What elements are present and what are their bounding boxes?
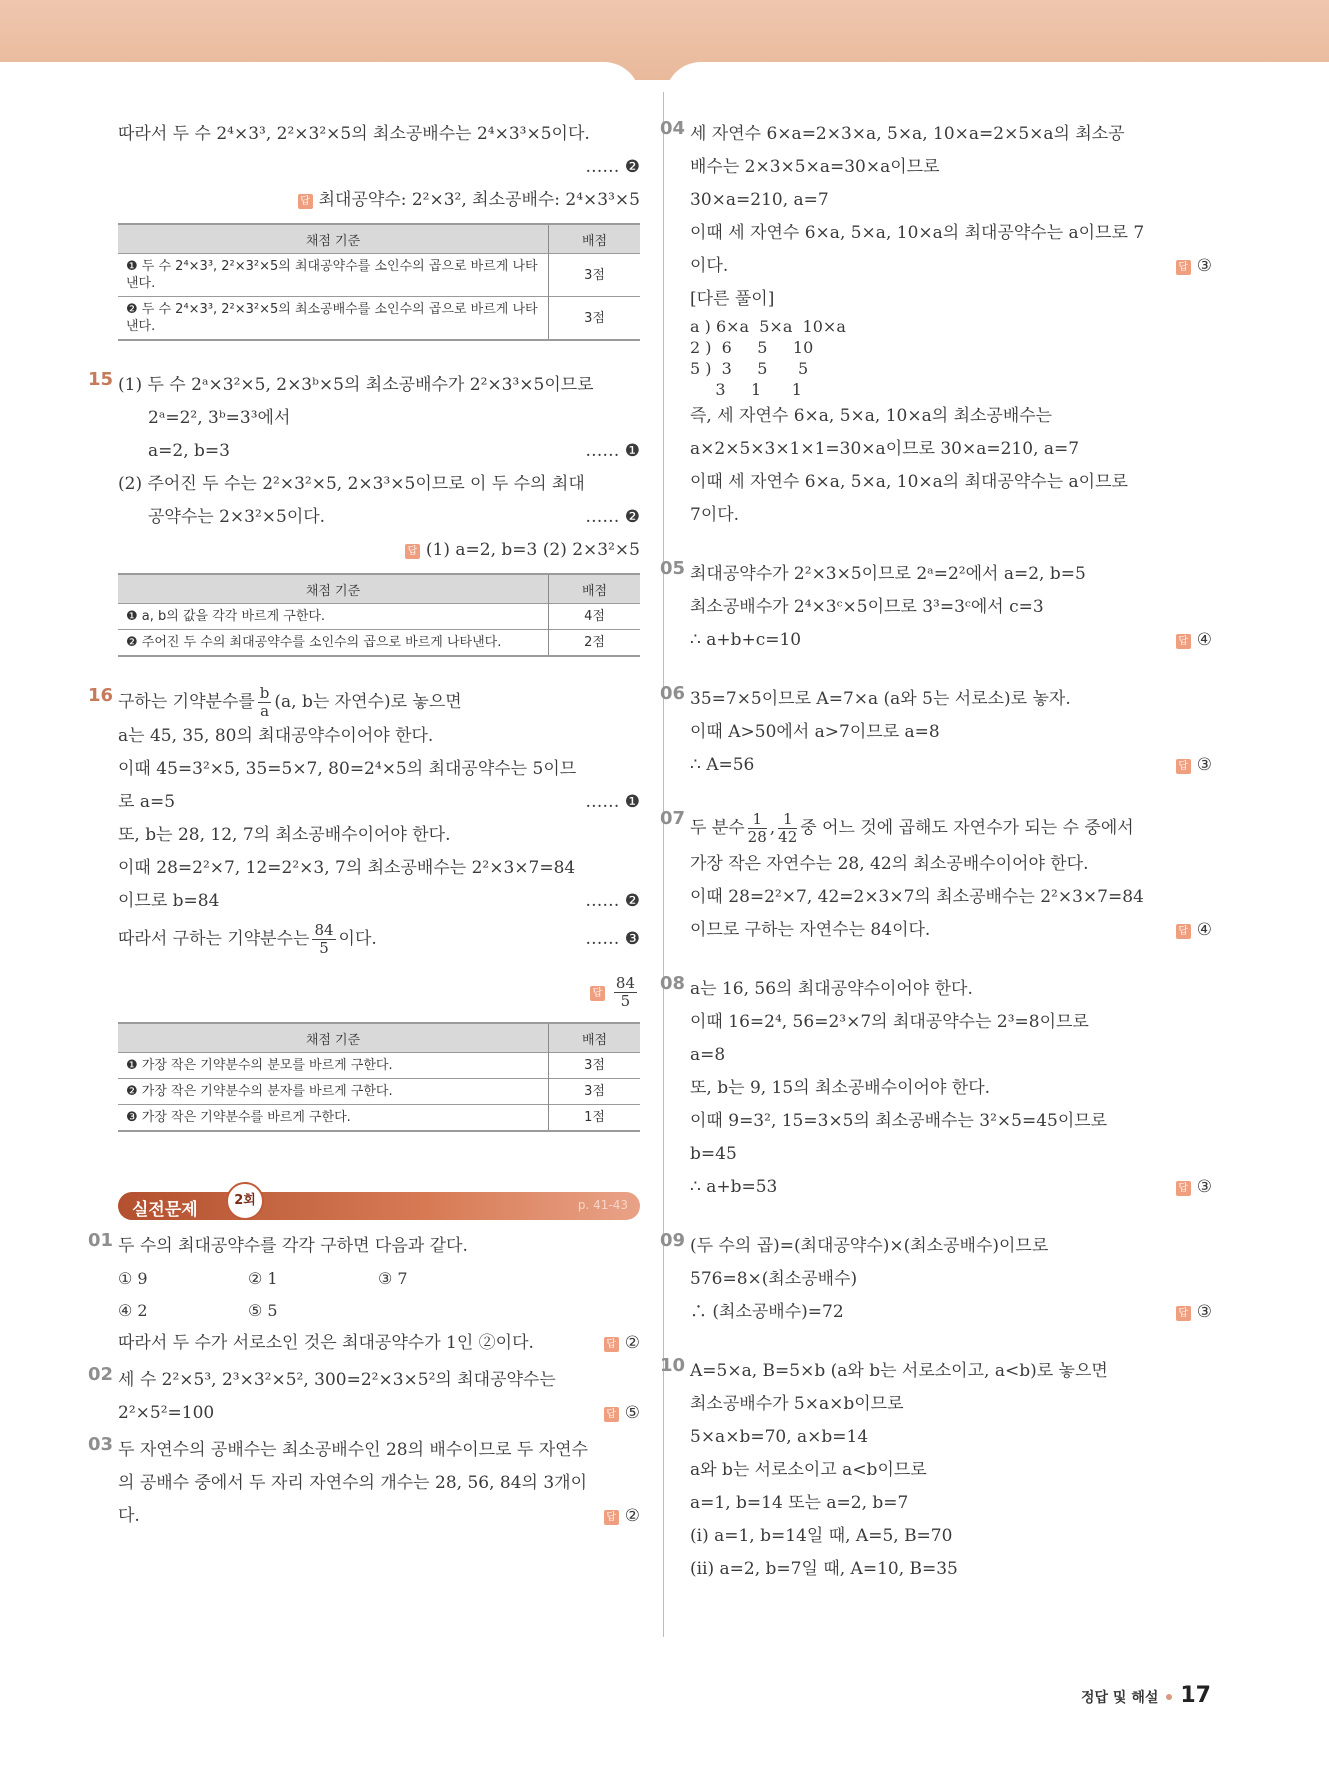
left-column [88, 118, 640, 1533]
question-16: 16 구하는 기약분수를 $\frac{b}{a}$ (a, b는 자연수)로 놓으면 a는 45, 35, 80의 최대공약수이어야 한다. 이때 45=3²×5, 35=5×7, 80=2⁴×5의 최대공약수는 5이므 로 a=5 …… ❶ 또, b는 28, 12, 7의 최소공배수이어야 한다. 이때 28=2²×7, 12=2²×3, 7의 최소공배수는 2²×3×7=84 이므로 b=84 …… ❷ 따라서 구하는 기약분수는 $\frac{84}{5}$ 이다. …… ❸ 답 $\frac{84}{5}$ [88, 684, 640, 1010]
scoring-table-3: 채점 기준 배점 ❶ 가장 작은 기약분수의 분모를 바르게 구한다. 3점 ❷ 가장 작은 기약분수의 분자를 바르게 구한다. 3점 ❸ 가장 작은 기약분수를 바르게 구한다. 1점 [118, 1022, 640, 1132]
question-02: 02 세 수 2²×5³, 2³×3²×5², 300=2²×3×5²의 최대공약수는 2²×5²=100 답 ⑤ [88, 1364, 640, 1423]
column-divider [663, 92, 664, 1637]
question-04: 04 세 자연수 6×a=2×3×a, 5×a, 10×a=2×5×a의 최소공 배수는 2×3×5×a=30×a이므로 30×a=210, a=7 이때 세 자연수 6×a, 5×a, 10×a의 최대공약수는 a이므로 7 이다. 답 ③ [다른 풀이] a ) 6×a 5×a 10×a 2 ) 6 5 10 5 ) 3 5 5 3 1 1 즉, 세 자연수 6×a, 5×a, 10×a의 최소공배수는 a×2×5×3×1×1=30×a이므로 30×a=210, a=7 이때 세 자연수 6×a, 5×a, 10×a의 최대공약수는 a이므로 7이다. [660, 118, 1212, 525]
table-row: ❶ 두 수 2⁴×3³, 2²×3²×5의 최대공약수를 소인수의 곱으로 바르게 나타낸다. 3점 [118, 254, 640, 297]
intro-mark: …… ❷ [585, 157, 640, 177]
question-06: 06 35=7×5이므로 A=7×a (a와 5는 서로소)로 놓자. 이때 A>50에서 a>7이므로 a=8 ∴ A=56 답 ③ [660, 683, 1212, 775]
scoring-table-2: 채점 기준 배점 ❶ a, b의 값을 각각 바르게 구한다. 4점 ❷ 주어진 두 수의 최대공약수를 소인수의 곱으로 바르게 나타낸다. 2점 [118, 573, 640, 657]
table-row: ❷ 주어진 두 수의 최대공약수를 소인수의 곱으로 바르게 나타낸다. 2점 [118, 630, 640, 657]
question-15: 15 (1) 두 수 2ᵃ×3²×5, 2×3ᵇ×5의 최소공배수가 2²×3³×5이므로 2ᵃ=2², 3ᵇ=3³에서 a=2, b=3 …… ❶ (2) 주어진 두 수는 2²×3²×5, 2×3³×5이므로 이 두 수의 최대 공약수는 2×3²×5이다. …… ❷ 답 (1) a=2, b=3 (2) 2×3²×5 [88, 369, 640, 560]
intro-answer: 답 최대공약수: 2²×3², 최소공배수: 2⁴×3³×5 [118, 184, 640, 217]
question-03: 03 두 자연수의 공배수는 최소공배수인 28의 배수이므로 두 자연수 의 공배수 중에서 두 자리 자연수의 개수는 28, 56, 84의 3개이 다. 답 ② [88, 1434, 640, 1526]
choice-list: ① 9 ② 1 ③ 7 ④ 2 ⑤ 5 [118, 1269, 408, 1320]
top-curve-right [665, 62, 1329, 102]
page-footer: 정답 및 해설 17 [1081, 1683, 1211, 1708]
table-row: ❶ 가장 작은 기약분수의 분모를 바르게 구한다. 3점 [118, 1053, 640, 1079]
question-08: 08 a는 16, 56의 최대공약수이어야 한다. 이때 16=2⁴, 56=2³×7의 최대공약수는 2³=8이므로 a=8 또, b는 9, 15의 최소공배수이어야 한다. 이때 9=3², 15=3×5의 최소공배수는 3²×5=45이므로 b=45 ∴ a+b=53 답 ③ [660, 973, 1212, 1197]
question-09: 09 (두 수의 곱)=(최대공약수)×(최소공배수)이므로 576=8×(최소공배수) ∴ (최소공배수)=72 답 ③ [660, 1230, 1212, 1322]
right-column [660, 118, 1212, 1586]
intro-line: 따라서 두 수 2⁴×3³, 2²×3²×5의 최소공배수는 2⁴×3³×5이다. [118, 124, 590, 144]
question-01: 01 두 수의 최대공약수를 각각 구하면 다음과 같다. ① 9 ② 1 ③ 7 ④ 2 ⑤ 5 따라서 두 수가 서로소인 것은 최대공약수가 1인 ②이다. 답 ② [88, 1230, 640, 1353]
question-07: 07 두 분수 $\frac{1}{28}$ , $\frac{1}{42}$ 중 어느 것에 곱해도 자연수가 되는 수 중에서 가장 작은 자연수는 28, 42의 최소공배수이어야 한다. 이때 28=2²×7, 42=2×3×7의 최소공배수는 2²×3×7=84 이므로 구하는 자연수는 84이다. 답 ④ [660, 808, 1212, 940]
question-10: 10 A=5×a, B=5×b (a와 b는 서로소이고, a<b)로 놓으면 최소공배수가 5×a×b이므로 5×a×b=70, a×b=14 a와 b는 서로소이고 a<b이므로 a=1, b=14 또는 a=2, b=7 (ⅰ) a=1, b=14일 때, A=5, B=70 (ⅱ) a=2, b=7일 때, A=10, B=35 [660, 1355, 1108, 1579]
top-curve-left [0, 62, 640, 102]
division-ladder: a ) 6×a 5×a 10×a 2 ) 6 5 10 5 ) 3 5 5 3 1 1 [690, 317, 846, 399]
scoring-table-1: 채점 기준 배점 ❶ 두 수 2⁴×3³, 2²×3²×5의 최대공약수를 소인수의 곱으로 바르게 나타낸다. 3점 ❷ 두 수 2⁴×3³, 2²×3²×5의 최소공배수를 소인수의 곱으로 바르게 나타낸다. 3점 [118, 223, 640, 341]
table-row: ❷ 두 수 2⁴×3³, 2²×3²×5의 최소공배수를 소인수의 곱으로 바르게 나타낸다. 3점 [118, 297, 640, 341]
section-banner: 실전문제 2회 p. 41-43 [118, 1192, 640, 1220]
table-row: ❶ a, b의 값을 각각 바르게 구한다. 4점 [118, 604, 640, 630]
table-row: ❷ 가장 작은 기약분수의 분자를 바르게 구한다. 3점 [118, 1079, 640, 1105]
question-05: 05 최대공약수가 2²×3×5이므로 2ᵃ=2²에서 a=2, b=5 최소공배수가 2⁴×3ᶜ×5이므로 3³=3ᶜ에서 c=3 ∴ a+b+c=10 답 ④ [660, 558, 1212, 650]
round-badge: 2회 [226, 1182, 264, 1220]
table-row: ❸ 가장 작은 기약분수를 바르게 구한다. 1점 [118, 1105, 640, 1132]
page-number: 17 [1180, 1683, 1211, 1708]
